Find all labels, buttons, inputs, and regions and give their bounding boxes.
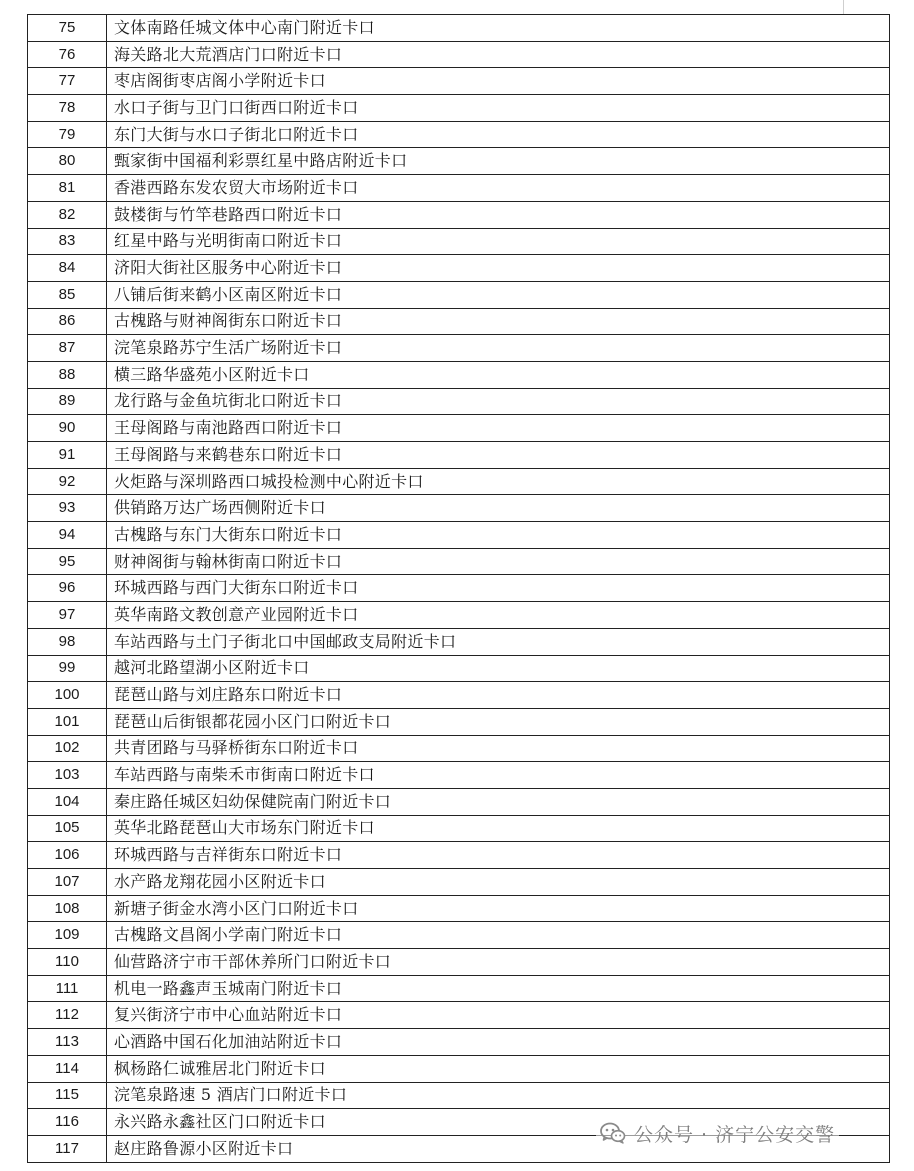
table-row (28, 869, 890, 896)
checkpoint-location: 车站西路与南柴禾市街南口附近卡口 (107, 762, 890, 789)
row-number: 102 (28, 735, 107, 762)
table-row (28, 522, 890, 549)
checkpoint-location: 东门大街与水口子街北口附近卡口 (107, 121, 890, 148)
table-row (28, 602, 890, 629)
checkpoint-location: 水口子街与卫门口街西口附近卡口 (107, 95, 890, 122)
row-number: 76 (28, 41, 107, 68)
row-number: 106 (28, 842, 107, 869)
checkpoint-location: 英华南路文教创意产业园附近卡口 (107, 602, 890, 629)
checkpoint-location: 供销路万达广场西侧附近卡口 (107, 495, 890, 522)
row-number: 91 (28, 442, 107, 469)
checkpoint-location: 枫杨路仁诚雅居北门附近卡口 (107, 1055, 890, 1082)
table-row (28, 895, 890, 922)
table-row (28, 361, 890, 388)
row-number: 78 (28, 95, 107, 122)
row-number: 79 (28, 121, 107, 148)
row-number: 108 (28, 895, 107, 922)
row-number: 93 (28, 495, 107, 522)
table-row (28, 575, 890, 602)
checkpoint-location: 济阳大街社区服务中心附近卡口 (107, 255, 890, 282)
table-row (28, 335, 890, 362)
checkpoint-location: 英华北路琵琶山大市场东门附近卡口 (107, 815, 890, 842)
row-number: 104 (28, 788, 107, 815)
checkpoint-location: 新塘子街金水湾小区门口附近卡口 (107, 895, 890, 922)
page-edge-divider (843, 0, 844, 14)
row-number: 81 (28, 175, 107, 202)
checkpoint-location: 浣笔泉路苏宁生活广场附近卡口 (107, 335, 890, 362)
checkpoint-location: 龙行路与金鱼坑街北口附近卡口 (107, 388, 890, 415)
table-row (28, 762, 890, 789)
row-number: 117 (28, 1135, 107, 1162)
checkpoint-location: 甄家街中国福利彩票红星中路店附近卡口 (107, 148, 890, 175)
table-row (28, 121, 890, 148)
table-row (28, 1082, 890, 1109)
table-row (28, 228, 890, 255)
table-row (28, 281, 890, 308)
checkpoint-location: 王母阁路与南池路西口附近卡口 (107, 415, 890, 442)
table-row (28, 68, 890, 95)
row-number: 105 (28, 815, 107, 842)
table-row (28, 1002, 890, 1029)
row-number: 92 (28, 468, 107, 495)
row-number: 77 (28, 68, 107, 95)
table-row (28, 495, 890, 522)
table-row (28, 388, 890, 415)
checkpoint-location: 横三路华盛苑小区附近卡口 (107, 361, 890, 388)
watermark-text: 公众号 · 济宁公安交警 (634, 1123, 836, 1146)
checkpoint-location: 王母阁路与来鹤巷东口附近卡口 (107, 442, 890, 469)
checkpoint-location: 秦庄路任城区妇幼保健院南门附近卡口 (107, 788, 890, 815)
table-row (28, 41, 890, 68)
table-row (28, 308, 890, 335)
row-number: 82 (28, 201, 107, 228)
table-row (28, 201, 890, 228)
row-number: 110 (28, 949, 107, 976)
table-row (28, 708, 890, 735)
row-number: 112 (28, 1002, 107, 1029)
row-number: 88 (28, 361, 107, 388)
checkpoint-location: 古槐路与财神阁街东口附近卡口 (107, 308, 890, 335)
checkpoint-location: 环城西路与西门大街东口附近卡口 (107, 575, 890, 602)
row-number: 103 (28, 762, 107, 789)
wechat-icon (600, 1122, 626, 1144)
table-row (28, 1029, 890, 1056)
table-row (28, 1055, 890, 1082)
checkpoint-location: 复兴街济宁市中心血站附近卡口 (107, 1002, 890, 1029)
row-number: 87 (28, 335, 107, 362)
row-number: 85 (28, 281, 107, 308)
table-row (28, 815, 890, 842)
checkpoint-location: 枣店阁街枣店阁小学附近卡口 (107, 68, 890, 95)
table-row (28, 548, 890, 575)
table-row (28, 949, 890, 976)
row-number: 116 (28, 1109, 107, 1136)
checkpoint-location: 香港西路东发农贸大市场附近卡口 (107, 175, 890, 202)
row-number: 90 (28, 415, 107, 442)
row-number: 114 (28, 1055, 107, 1082)
table-row (28, 175, 890, 202)
table-row (28, 922, 890, 949)
row-number: 89 (28, 388, 107, 415)
row-number: 83 (28, 228, 107, 255)
table-row (28, 628, 890, 655)
table-row (28, 842, 890, 869)
row-number: 80 (28, 148, 107, 175)
checkpoint-location: 共青团路与马驿桥街东口附近卡口 (107, 735, 890, 762)
row-number: 98 (28, 628, 107, 655)
checkpoint-location: 水产路龙翔花园小区附近卡口 (107, 869, 890, 896)
table-row (28, 788, 890, 815)
checkpoint-location: 车站西路与土门子街北口中国邮政支局附近卡口 (107, 628, 890, 655)
checkpoint-location: 环城西路与吉祥街东口附近卡口 (107, 842, 890, 869)
row-number: 84 (28, 255, 107, 282)
table-row (28, 655, 890, 682)
checkpoint-location: 火炬路与深圳路西口城投检测中心附近卡口 (107, 468, 890, 495)
checkpoint-location: 越河北路望湖小区附近卡口 (107, 655, 890, 682)
checkpoint-location: 琵琶山路与刘庄路东口附近卡口 (107, 682, 890, 709)
checkpoint-location: 鼓楼街与竹竿巷路西口附近卡口 (107, 201, 890, 228)
row-number: 96 (28, 575, 107, 602)
checkpoint-table-body (28, 15, 890, 1163)
table-row (28, 442, 890, 469)
row-number: 111 (28, 975, 107, 1002)
row-number: 99 (28, 655, 107, 682)
checkpoint-location: 永兴路永鑫社区门口附近卡口 (107, 1109, 890, 1136)
row-number: 86 (28, 308, 107, 335)
row-number: 75 (28, 15, 107, 42)
checkpoint-location: 海关路北大荒酒店门口附近卡口 (107, 41, 890, 68)
watermark (596, 1117, 839, 1149)
checkpoint-location: 浣笔泉路速 5 酒店门口附近卡口 (107, 1082, 890, 1109)
checkpoint-location: 琵琶山后街银都花园小区门口附近卡口 (107, 708, 890, 735)
table-row (28, 975, 890, 1002)
checkpoint-location: 八铺后街来鹤小区南区附近卡口 (107, 281, 890, 308)
table-row (28, 15, 890, 42)
checkpoint-location: 赵庄路鲁源小区附近卡口 (107, 1135, 890, 1162)
row-number: 100 (28, 682, 107, 709)
table-row (28, 148, 890, 175)
checkpoint-location: 机电一路鑫声玉城南门附近卡口 (107, 975, 890, 1002)
checkpoint-location: 文体南路任城文体中心南门附近卡口 (107, 15, 890, 42)
table-row (28, 95, 890, 122)
row-number: 109 (28, 922, 107, 949)
row-number: 101 (28, 708, 107, 735)
row-number: 94 (28, 522, 107, 549)
table-row (28, 415, 890, 442)
checkpoint-location: 财神阁街与翰林街南口附近卡口 (107, 548, 890, 575)
checkpoint-table (27, 14, 890, 1163)
checkpoint-location: 古槐路文昌阁小学南门附近卡口 (107, 922, 890, 949)
table-row (28, 255, 890, 282)
table-row (28, 682, 890, 709)
row-number: 95 (28, 548, 107, 575)
table-row (28, 468, 890, 495)
checkpoint-location: 仙营路济宁市干部休养所门口附近卡口 (107, 949, 890, 976)
row-number: 115 (28, 1082, 107, 1109)
table-row (28, 735, 890, 762)
checkpoint-location: 心酒路中国石化加油站附近卡口 (107, 1029, 890, 1056)
checkpoint-location: 红星中路与光明街南口附近卡口 (107, 228, 890, 255)
row-number: 113 (28, 1029, 107, 1056)
row-number: 107 (28, 869, 107, 896)
row-number: 97 (28, 602, 107, 629)
checkpoint-location: 古槐路与东门大街东口附近卡口 (107, 522, 890, 549)
